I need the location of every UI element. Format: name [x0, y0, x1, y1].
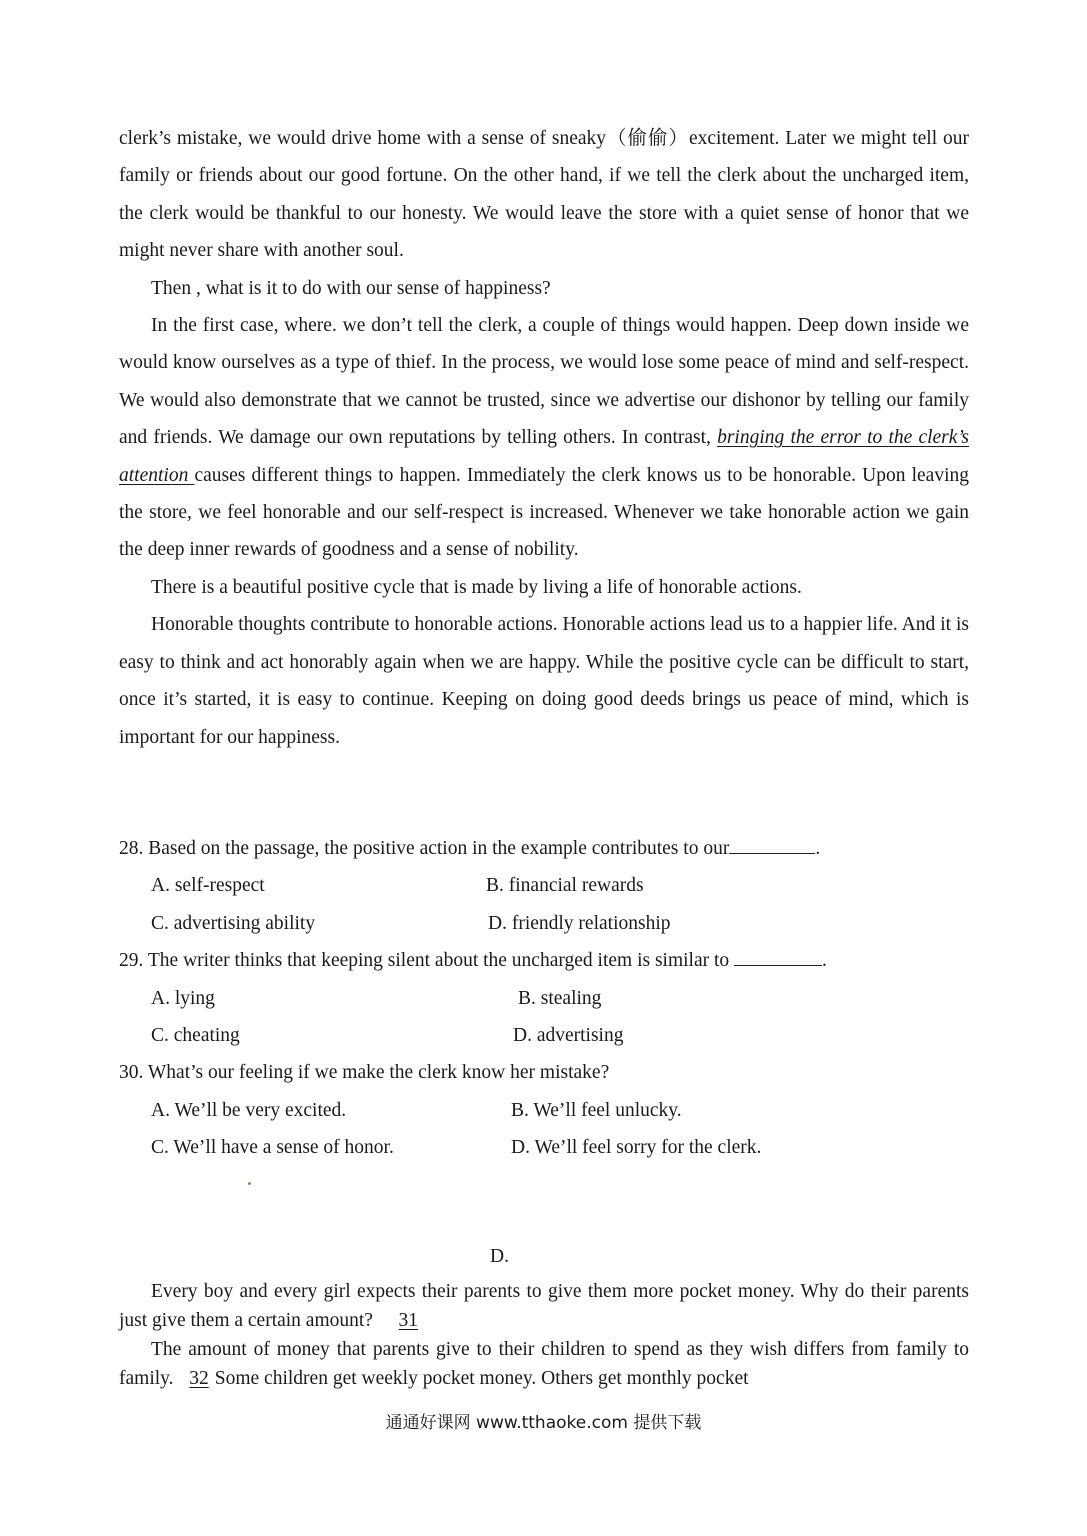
paragraph-text: In the first case, where. we don’t tell the clerk, a couple of things would happen. Deep down inside we would know ourselves as a type of thief. In the process, we would lose some peace of mind and self-respect. We would also demonstrate that we cannot be trusted, since we advertise our dishonor by telling our family and friends. We damage our own reputations by telling others. In contrast, — [119, 315, 969, 449]
question-text: 29. The writer thinks that keeping silent about the uncharged item is similar to — [119, 950, 735, 972]
paragraph-text: Every boy and every girl expects their parents to give them more pocket money. Why do their parents just give them a certain amount? — [119, 1281, 969, 1331]
option-a: A. self-respect — [151, 875, 265, 897]
option-b: B. stealing — [518, 987, 602, 1009]
section-heading: D. — [490, 1246, 509, 1267]
option-c: C. advertising ability — [151, 912, 316, 934]
option-d: D. advertising — [513, 1025, 624, 1047]
scan-speck — [248, 1182, 251, 1185]
option-row — [119, 1017, 969, 1054]
passage-paragraph — [119, 307, 969, 569]
option-d: D. We’ll feel sorry for the clerk. — [511, 1137, 762, 1159]
question-29 — [119, 942, 969, 1054]
numbered-blank: 32 — [189, 1368, 209, 1389]
answer-blank — [729, 852, 815, 854]
paragraph-text: causes different things to happen. Immediately the clerk knows us to be honorable. Upon leaving the store, we feel honorable and our self-respect is increased. Whenever we take honorable action we gain the deep inner rewards of goodness and a sense of nobility. — [119, 464, 969, 561]
reading-passage-c — [119, 120, 969, 756]
question-end: . — [822, 950, 827, 972]
question-stem — [119, 1054, 969, 1091]
option-row — [119, 980, 969, 1017]
question-text: 28. Based on the passage, the positive action in the example contributes to our — [119, 838, 730, 859]
page-footer: 通通好课网 www.tthaoke.com 提供下载 — [385, 1413, 702, 1433]
option-a: A. lying — [151, 987, 215, 1009]
option-row — [119, 1092, 969, 1129]
passage-paragraph: clerk’s mistake, we would drive home with a sense of sneaky（偷偷）excitement. Later we might tell our family or friends about our good fortune. On the other hand, if we tell the clerk about the uncharged item, the clerk would be thankful to our honesty. We would leave the store with a quiet sense of honor that we might never share with another soul. — [119, 128, 969, 262]
option-b: B. financial rewards — [486, 875, 644, 897]
underlined-phrase: bringing the error to the clerk’s attention — [119, 427, 969, 486]
question-28 — [119, 830, 969, 942]
question-list — [119, 830, 969, 1167]
paragraph-text: The amount of money that parents give to their children to spend as they wish differs from family to family. — [119, 1339, 969, 1389]
question-end: . — [815, 838, 821, 859]
passage-paragraph — [119, 1277, 969, 1335]
question-stem — [119, 942, 969, 979]
passage-paragraph: Honorable thoughts contribute to honorable actions. Honorable actions lead us to a happier life. And it is easy to think and act honorably again when we are happy. While the positive cycle can be difficult to start, once it’s started, it is easy to continue. Keeping on doing good deeds brings us peace of mind, which is important for our happiness. — [119, 614, 969, 748]
option-row — [119, 867, 969, 904]
option-c: C. cheating — [151, 1025, 240, 1047]
numbered-blank: 31 — [398, 1310, 418, 1331]
passage-paragraph: Then , what is it to do with our sense of happiness? — [151, 277, 551, 299]
answer-blank — [734, 964, 822, 966]
option-row — [119, 1129, 969, 1166]
option-d: D. friendly relationship — [488, 912, 671, 934]
question-30 — [119, 1054, 969, 1166]
question-text: 30. What’s our feeling if we make the clerk know her mistake? — [119, 1062, 610, 1084]
passage-paragraph — [119, 1335, 969, 1393]
option-a: A. We’ll be very excited. — [151, 1099, 347, 1121]
passage-paragraph: There is a beautiful positive cycle that is made by living a life of honorable actions. — [151, 576, 802, 598]
paragraph-text: Some children get weekly pocket money. Others get monthly pocket — [214, 1368, 749, 1389]
option-b: B. We’ll feel unlucky. — [511, 1099, 682, 1121]
question-stem — [119, 830, 969, 867]
reading-passage-d — [119, 1277, 969, 1393]
option-c: C. We’ll have a sense of honor. — [151, 1137, 394, 1159]
option-row — [119, 905, 969, 942]
